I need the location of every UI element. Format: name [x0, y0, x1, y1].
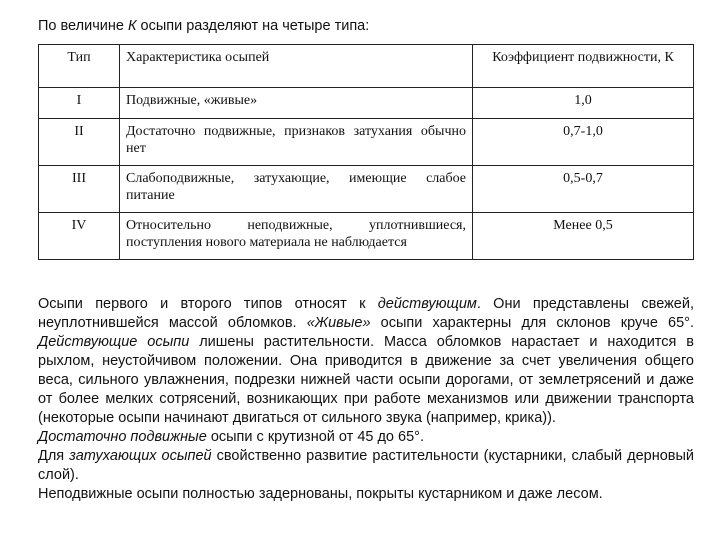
cell-type: III — [39, 166, 120, 213]
paragraph-fading — [38, 447, 694, 485]
table-header-row — [39, 45, 694, 88]
cell-coefficient: 1,0 — [473, 88, 694, 119]
cell-characteristic: Подвижные, «живые» — [120, 88, 473, 119]
text-span: Осыпи первого и второго типов относят к — [38, 296, 378, 312]
text-span: . Они представлены свежей, неуплотнившейся массой обломков. — [38, 296, 694, 331]
body-text — [38, 295, 694, 504]
emphasis-active: действующим — [377, 296, 477, 312]
text-span: осыпи характерны для склонов круче 65°. — [370, 315, 694, 331]
cell-type: I — [39, 88, 120, 119]
header-type: Тип — [39, 45, 120, 88]
cell-type: IV — [39, 213, 120, 260]
header-coefficient: Коэффициент подвижности, К — [473, 45, 694, 88]
emphasis-active-screes: Действующие осыпи — [38, 334, 190, 350]
scree-types-table — [38, 44, 694, 260]
paragraph-immobile — [38, 485, 694, 504]
cell-characteristic: Достаточно подвижные, признаков затухания обычно нет — [120, 119, 473, 166]
intro-text-after: осыпи разделяют на четыре типа: — [136, 18, 370, 34]
emphasis-moderately-mobile: Достаточно подвижные — [38, 429, 207, 445]
intro-symbol: К — [127, 18, 137, 34]
table-row — [39, 166, 694, 213]
text-span: Для — [38, 448, 70, 464]
text-span: свойственно развитие растительности (кустарники, слабый дерновый слой). — [38, 448, 694, 483]
cell-coefficient: Менее 0,5 — [473, 213, 694, 260]
intro-text-before: По величине — [38, 18, 128, 34]
text-span: лишены растительности. Масса обломков нарастает и находится в рыхлом, неустойчивом положении. Она приводится в движение за счет увеличения общего веса, сильного увлажнения, подрезки нижней части осыпи дорогами, от землетрясений и даже от более мелких сотрясений, возникающих при работе механизмов или движении транспорта (некоторые осыпи начинают двигаться от сильного звука (например, крика)). — [38, 334, 694, 426]
text-span: осыпи с крутизной от 45 до 65°. — [206, 429, 424, 445]
cell-type: II — [39, 119, 120, 166]
emphasis-fading: затухающих осыпей — [69, 448, 212, 464]
paragraph-moderately-mobile — [38, 428, 694, 447]
cell-coefficient: 0,5-0,7 — [473, 166, 694, 213]
paragraph-active-screes — [38, 295, 694, 428]
cell-coefficient: 0,7-1,0 — [473, 119, 694, 166]
table-row — [39, 88, 694, 119]
cell-characteristic: Относительно неподвижные, уплотнившиеся, поступления нового материала не наблюдается — [120, 213, 473, 260]
header-characteristic: Характеристика осыпей — [120, 45, 473, 88]
cell-characteristic: Слабоподвижные, затухающие, имеющие слабое питание — [120, 166, 473, 213]
table-row — [39, 213, 694, 260]
text-span: Неподвижные осыпи полностью задернованы, покрыты кустарником и даже лесом. — [38, 486, 603, 502]
emphasis-live: «Живые» — [306, 315, 371, 331]
table-row — [39, 119, 694, 166]
intro-line — [38, 17, 369, 35]
